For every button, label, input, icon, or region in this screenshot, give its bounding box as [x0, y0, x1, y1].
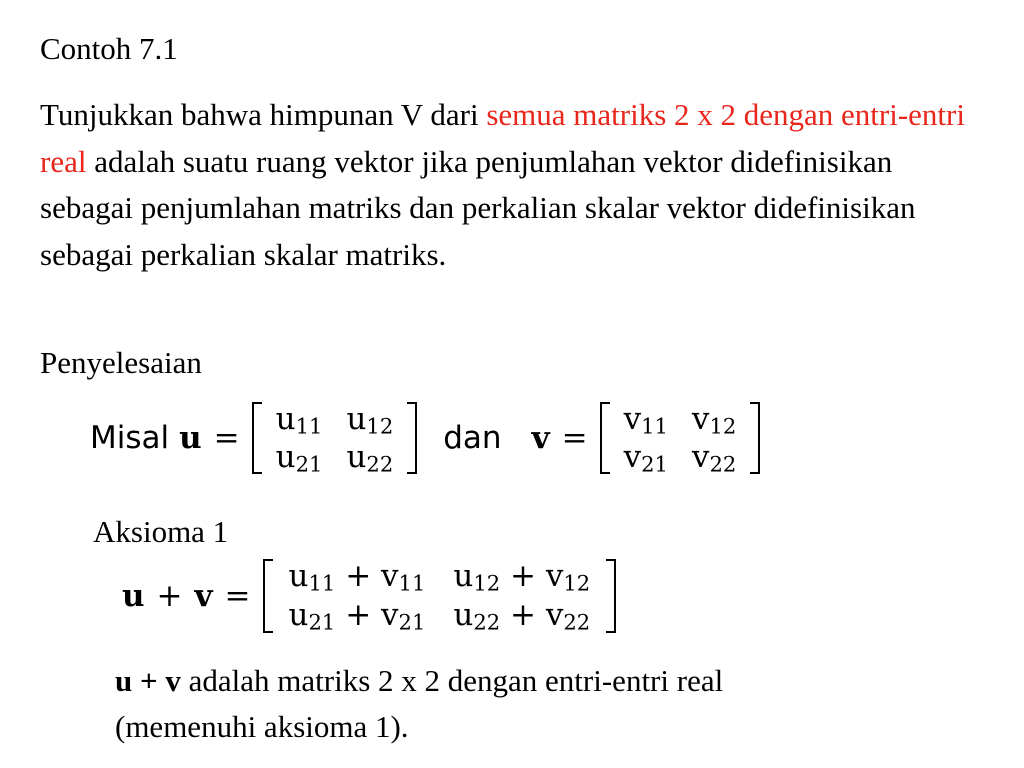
matrix-cell: $u_{11}$: [275, 401, 323, 439]
conclusion-expression: u + v: [115, 663, 181, 698]
matrix-row: [612, 438, 749, 476]
equals-sign: =: [224, 578, 251, 614]
dan-label: dan: [443, 420, 502, 456]
matrix-cell: $u_{21} + v_{21}$: [288, 597, 426, 635]
conclusion: [115, 658, 723, 750]
matrix-cell: $v_{22}$: [691, 439, 737, 477]
matrix-row: [275, 596, 605, 635]
matrix-cell: $v_{12}$: [691, 401, 737, 439]
equation-definition: [90, 398, 760, 478]
problem-text-start: Tunjukkan bahwa himpunan V dari: [40, 97, 487, 132]
vector-v-symbol: v: [194, 578, 213, 614]
conclusion-text: adalah matriks 2 x 2 dengan entri-entri real: [180, 663, 724, 698]
matrix-cell: $v_{11}$: [623, 401, 668, 439]
matrix-cell: $u_{11} + v_{11}$: [288, 558, 426, 596]
problem-statement: [40, 92, 980, 278]
equals-sign: =: [561, 420, 588, 456]
vector-u-symbol: u: [122, 578, 145, 614]
slide-title: Contoh 7.1: [40, 31, 178, 66]
matrix-v: [600, 400, 761, 476]
problem-highlight: semua matriks 2 x 2 dengan entri-entri real: [40, 97, 965, 179]
vector-v-symbol: v: [531, 420, 550, 456]
matrix-cell: $u_{22} + v_{22}$: [453, 597, 591, 635]
matrix-u: [252, 400, 418, 476]
matrix-cell: $u_{12}$: [346, 401, 394, 439]
matrix-row: [612, 400, 749, 438]
matrix-row: [264, 400, 406, 438]
matrix-row: [275, 557, 605, 596]
matrix-cell: $v_{21}$: [623, 439, 668, 477]
matrix-row: [264, 438, 406, 476]
solution-heading: Penyelesaian: [40, 345, 202, 380]
equation-sum: [122, 555, 616, 637]
problem-text-end: adalah suatu ruang vektor jika penjumlahan vektor didefinisikan sebagai penjumlahan matriks dan perkalian skalar vektor didefinisikan sebagai perkalian skalar matriks.: [40, 143, 916, 272]
matrix-cell: $u_{12} + v_{12}$: [453, 558, 591, 596]
matrix-cell: $u_{21}$: [275, 439, 323, 477]
conclusion-note: (memenuhi aksioma 1).: [115, 709, 409, 744]
equals-sign: =: [213, 420, 240, 456]
matrix-sum: [263, 557, 617, 635]
axiom-heading: Aksioma 1: [93, 514, 229, 549]
matrix-cell: $u_{22}$: [346, 439, 394, 477]
plus-sign: +: [156, 578, 183, 614]
vector-u-symbol: u: [179, 420, 202, 456]
misal-label: Misal: [90, 420, 170, 456]
